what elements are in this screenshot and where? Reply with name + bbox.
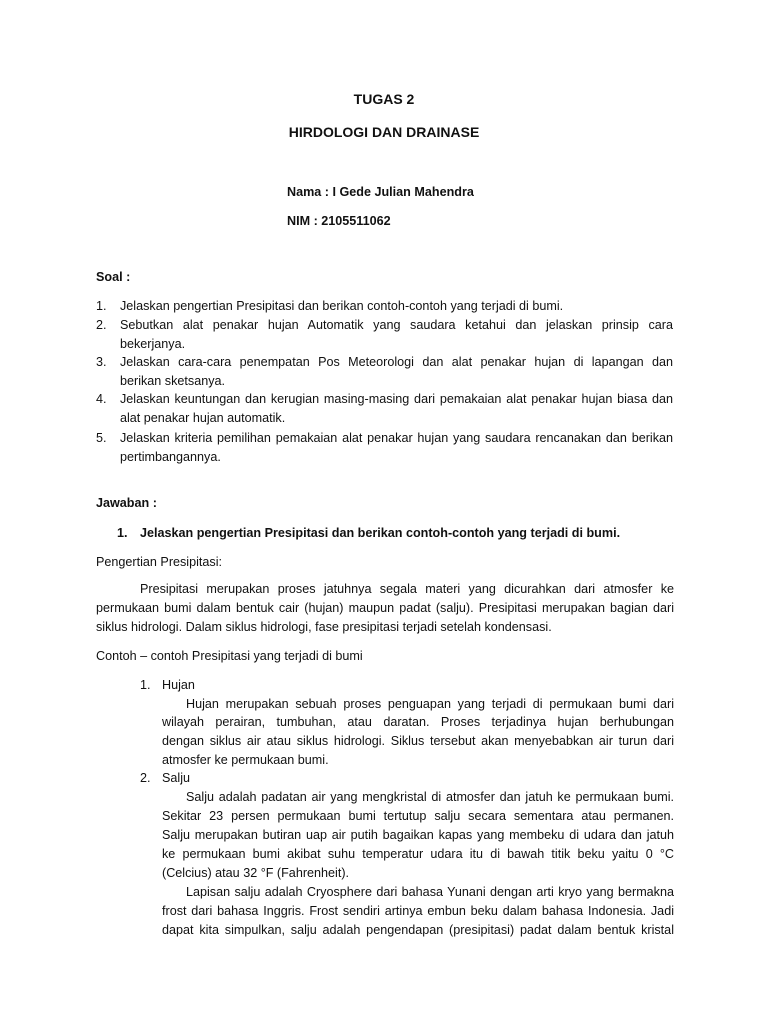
question-number: 1.	[117, 526, 128, 540]
list-item: Sebutkan alat penakar hujan Automatik yang saudara ketahui dan jelaskan prinsip cara	[120, 318, 673, 332]
doc-subtitle: HIRDOLOGI DAN DRAINASE	[288, 124, 480, 140]
list-item-number: 1.	[96, 299, 107, 313]
soal-label: Soal :	[96, 270, 131, 284]
paragraph-line: Sekitar 23 persen permukaan bumi tertutup salju secara sementara atau permanen.	[162, 809, 674, 823]
example-title: Hujan	[162, 678, 195, 692]
paragraph-line: frost dari bahasa Inggris. Frost sendiri artinya embun beku dalam bahasa Indonesia. Jadi	[162, 904, 674, 918]
list-item: Jelaskan keuntungan dan kerugian masing-masing dari pemakaian alat penakar hujan biasa dan	[120, 392, 673, 406]
paragraph-line: Salju adalah padatan air yang mengkristal di atmosfer dan jatuh ke permukaan bumi.	[186, 790, 674, 804]
question-heading: Jelaskan pengertian Presipitasi dan berikan contoh-contoh yang terjadi di bumi.	[140, 526, 621, 540]
example-title: Salju	[162, 771, 191, 785]
list-item-cont: bekerjanya.	[120, 337, 186, 351]
student-nim: NIM : 2105511062	[287, 214, 391, 228]
paragraph-line: Presipitasi merupakan proses jatuhnya segala materi yang dicurahkan dari atmosfer ke	[140, 582, 674, 596]
paragraph-line: siklus hidrologi. Dalam siklus hidrologi, fase presipitasi terjadi setelah kondensasi.	[96, 620, 552, 634]
paragraph-line: dapat kita simpulkan, salju adalah pengendapan (presipitasi) padat dalam bentuk kristal	[162, 923, 674, 937]
list-item-number: 3.	[96, 355, 107, 369]
list-item-number: 2.	[96, 318, 107, 332]
list-item: Jelaskan kriteria pemilihan pemakaian alat penakar hujan yang saudara rencanakan dan berikan	[120, 431, 673, 445]
student-name: Nama : I Gede Julian Mahendra	[287, 185, 474, 199]
paragraph-line: permukaan bumi dalam bentuk cair (hujan) maupun padat (salju). Presipitasi merupakan bagian dari	[96, 601, 674, 615]
paragraph-line: dengan siklus air atau siklus hidrologi. Siklus tersebut akan menyebabkan air turun dari	[162, 734, 674, 748]
example-number: 1.	[140, 678, 151, 692]
jawaban-label: Jawaban :	[96, 496, 157, 510]
list-item-number: 4.	[96, 392, 107, 406]
paragraph-line: Salju merupakan butiran uap air putih bagaikan kapas yang membeku di udara dan jatuh	[162, 828, 674, 842]
paragraph-line: (Celcius) atau 32 °F (Fahrenheit).	[162, 866, 350, 880]
paragraph-line: Lapisan salju adalah Cryosphere dari bahasa Yunani dengan arti kryo yang bermakna	[186, 885, 674, 899]
list-item-cont: alat penakar hujan automatik.	[120, 411, 286, 425]
paragraph-line: Hujan merupakan sebuah proses penguapan yang terjadi di permukaan bumi dari	[186, 697, 674, 711]
list-item-number: 5.	[96, 431, 107, 445]
paragraph-line: wilayah perairan, tumbuhan, atau daratan. Proses terjadinya hujan berhubungan	[162, 715, 674, 729]
contoh-label: Contoh – contoh Presipitasi yang terjadi di bumi	[96, 649, 363, 663]
list-item-cont: berikan sketsanya.	[120, 374, 226, 388]
list-item: Jelaskan cara-cara penempatan Pos Meteorologi dan alat penakar hujan di lapangan dan	[120, 355, 673, 369]
list-item: Jelaskan pengertian Presipitasi dan berikan contoh-contoh yang terjadi di bumi.	[120, 299, 564, 313]
paragraph-line: ke permukaan bumi akibat suhu temperatur udara itu di bawah titik beku yaitu 0 °C	[162, 847, 674, 861]
doc-title: TUGAS 2	[353, 91, 415, 107]
pengertian-label: Pengertian Presipitasi:	[96, 555, 223, 569]
list-item-cont: pertimbangannya.	[120, 450, 221, 464]
paragraph-line: atmosfer ke permukaan bumi.	[162, 753, 329, 767]
example-number: 2.	[140, 771, 151, 785]
